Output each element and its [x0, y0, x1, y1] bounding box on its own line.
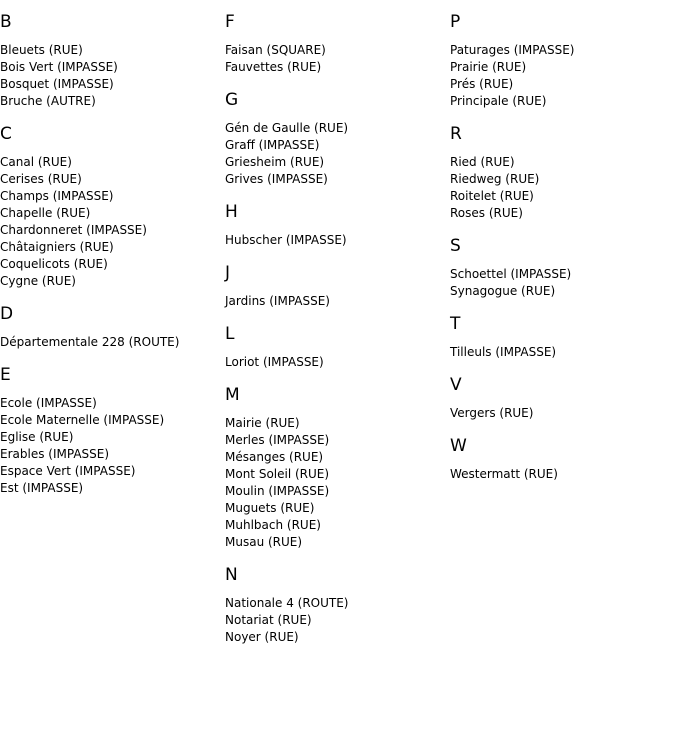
letter-heading: G: [225, 90, 239, 110]
street-link[interactable]: Muhlbach (RUE): [225, 518, 321, 532]
street-link[interactable]: Espace Vert (IMPASSE): [0, 464, 136, 478]
letter-group: [225, 385, 445, 551]
street-list: [450, 42, 670, 110]
street-list: [0, 154, 220, 290]
street-link[interactable]: Moulin (IMPASSE): [225, 484, 330, 498]
street-column-3: [450, 12, 670, 497]
letter-group: [450, 236, 670, 300]
letter-heading: J: [225, 263, 231, 283]
letter-group: [225, 324, 445, 371]
street-link[interactable]: Eglise (RUE): [0, 430, 74, 444]
street-link[interactable]: Merles (IMPASSE): [225, 433, 330, 447]
letter-heading: V: [450, 375, 462, 395]
street-link[interactable]: Mairie (RUE): [225, 416, 300, 430]
street-link[interactable]: Bleuets (RUE): [0, 43, 83, 57]
street-link[interactable]: Loriot (IMPASSE): [225, 355, 324, 369]
letter-group: [0, 12, 220, 110]
letter-group: [450, 436, 670, 483]
letter-heading: E: [0, 365, 11, 385]
street-link[interactable]: Graff (IMPASSE): [225, 138, 320, 152]
street-link[interactable]: Noyer (RUE): [225, 630, 299, 644]
letter-group: [225, 90, 445, 188]
street-link[interactable]: Mont Soleil (RUE): [225, 467, 330, 481]
letter-heading: L: [225, 324, 235, 344]
street-list: [0, 334, 220, 351]
street-link[interactable]: Bruche (AUTRE): [0, 94, 96, 108]
letter-group: [450, 375, 670, 422]
letter-heading: M: [225, 385, 240, 405]
street-link[interactable]: Bois Vert (IMPASSE): [0, 60, 118, 74]
street-link[interactable]: Cerises (RUE): [0, 172, 82, 186]
street-column-1: [0, 12, 220, 511]
street-link[interactable]: Jardins (IMPASSE): [225, 294, 330, 308]
street-link[interactable]: Champs (IMPASSE): [0, 189, 114, 203]
letter-group: [225, 565, 445, 646]
street-link[interactable]: Chapelle (RUE): [0, 206, 91, 220]
street-link[interactable]: Grives (IMPASSE): [225, 172, 328, 186]
street-list: [0, 395, 220, 497]
street-link[interactable]: Tilleuls (IMPASSE): [450, 345, 557, 359]
letter-heading: N: [225, 565, 238, 585]
street-link[interactable]: Canal (RUE): [0, 155, 72, 169]
street-list: [450, 154, 670, 222]
letter-heading: H: [225, 202, 238, 222]
street-link[interactable]: Ried (RUE): [450, 155, 515, 169]
street-link[interactable]: Ecole (IMPASSE): [0, 396, 97, 410]
street-list: [225, 293, 445, 310]
street-link[interactable]: Westermatt (RUE): [450, 467, 558, 481]
street-link[interactable]: Roses (RUE): [450, 206, 523, 220]
street-link[interactable]: Nationale 4 (ROUTE): [225, 596, 349, 610]
letter-heading: F: [225, 12, 235, 32]
street-link[interactable]: Vergers (RUE): [450, 406, 534, 420]
street-link[interactable]: Ecole Maternelle (IMPASSE): [0, 413, 165, 427]
street-link[interactable]: Riedweg (RUE): [450, 172, 540, 186]
letter-heading: S: [450, 236, 461, 256]
street-link[interactable]: Prés (RUE): [450, 77, 514, 91]
street-list: [450, 344, 670, 361]
street-list: [225, 232, 445, 249]
street-list: [450, 405, 670, 422]
street-list: [225, 120, 445, 188]
street-link[interactable]: Roitelet (RUE): [450, 189, 534, 203]
street-link[interactable]: Griesheim (RUE): [225, 155, 325, 169]
street-list: [450, 466, 670, 483]
letter-group: [225, 263, 445, 310]
street-link[interactable]: Schoettel (IMPASSE): [450, 267, 572, 281]
street-list: [225, 415, 445, 551]
street-link[interactable]: Départementale 228 (ROUTE): [0, 335, 180, 349]
letter-heading: B: [0, 12, 12, 32]
letter-group: [450, 12, 670, 110]
letter-group: [450, 124, 670, 222]
letter-heading: R: [450, 124, 462, 144]
street-link[interactable]: Hubscher (IMPASSE): [225, 233, 347, 247]
letter-heading: P: [450, 12, 461, 32]
street-column-2: [225, 12, 445, 660]
street-link[interactable]: Synagogue (RUE): [450, 284, 556, 298]
street-link[interactable]: Cygne (RUE): [0, 274, 76, 288]
letter-group: [450, 314, 670, 361]
street-list: [225, 354, 445, 371]
street-link[interactable]: Prairie (RUE): [450, 60, 527, 74]
street-link[interactable]: Muguets (RUE): [225, 501, 315, 515]
street-link[interactable]: Fauvettes (RUE): [225, 60, 322, 74]
letter-group: [0, 124, 220, 290]
street-link[interactable]: Musau (RUE): [225, 535, 303, 549]
letter-heading: D: [0, 304, 14, 324]
street-list: [450, 266, 670, 300]
street-link[interactable]: Principale (RUE): [450, 94, 547, 108]
letter-heading: T: [450, 314, 461, 334]
letter-group: [0, 304, 220, 351]
street-link[interactable]: Gén de Gaulle (RUE): [225, 121, 349, 135]
letter-heading: C: [0, 124, 12, 144]
street-link[interactable]: Mésanges (RUE): [225, 450, 324, 464]
street-list: [225, 595, 445, 646]
street-link[interactable]: Coquelicots (RUE): [0, 257, 108, 271]
street-link[interactable]: Faisan (SQUARE): [225, 43, 326, 57]
street-link[interactable]: Bosquet (IMPASSE): [0, 77, 114, 91]
street-list: [0, 42, 220, 110]
street-link[interactable]: Paturages (IMPASSE): [450, 43, 575, 57]
letter-heading: W: [450, 436, 467, 456]
street-link[interactable]: Est (IMPASSE): [0, 481, 84, 495]
street-link[interactable]: Chardonneret (IMPASSE): [0, 223, 147, 237]
street-link[interactable]: Erables (IMPASSE): [0, 447, 110, 461]
letter-group: [225, 12, 445, 76]
street-list: [225, 42, 445, 76]
street-link[interactable]: Notariat (RUE): [225, 613, 312, 627]
letter-group: [0, 365, 220, 497]
street-link[interactable]: Châtaigniers (RUE): [0, 240, 114, 254]
letter-group: [225, 202, 445, 249]
